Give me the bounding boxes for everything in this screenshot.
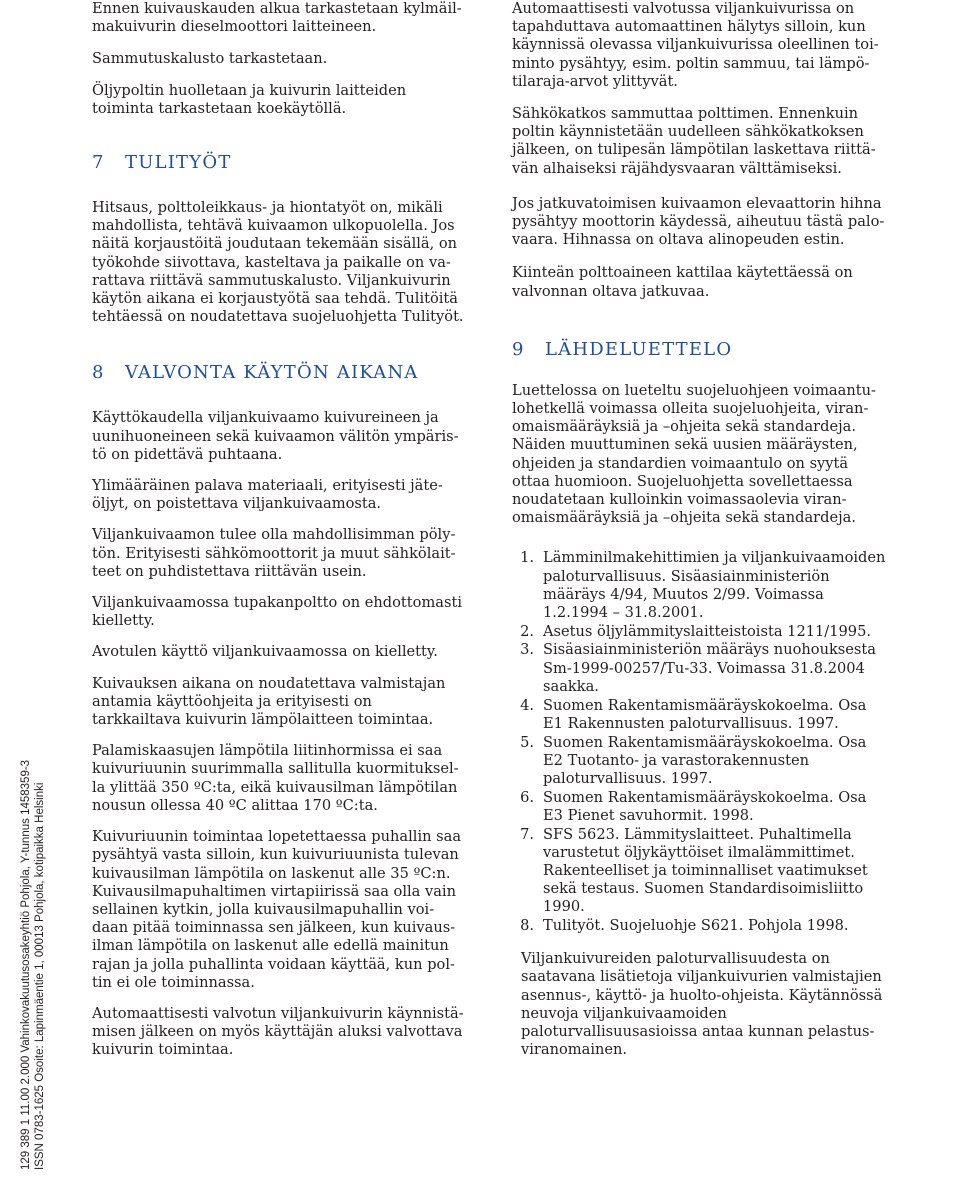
reference-item bbox=[512, 917, 888, 935]
reference-number: 7. bbox=[520, 825, 534, 843]
reference-text: Lämminilmakehittimien ja viljankuivaamoiden paloturvallisuus. Sisäasiainministeriön määräys 4/94, Muutos 2/99. Voimassa 1.2.1994 – 31.8.2001. bbox=[543, 549, 886, 622]
section-number: 7 bbox=[92, 152, 105, 174]
section-title: TULITYÖT bbox=[125, 152, 232, 174]
left-column bbox=[92, 0, 464, 1073]
paragraph: Sähkökatkos sammuttaa polttimen. Ennenkuin poltin käynnistetään uudelleen sähkökatkoksen jälkeen, on tulipesän lämpötilan laskettava riittävän alhaiseksi räjähdysvaaran välttämiseksi. bbox=[512, 105, 876, 177]
reference-number: 4. bbox=[520, 696, 534, 714]
reference-number: 8. bbox=[520, 917, 534, 935]
section-number: 8 bbox=[92, 362, 105, 384]
reference-number: 2. bbox=[520, 622, 534, 640]
reference-item bbox=[512, 623, 888, 641]
section-title: VALVONTA KÄYTÖN AIKANA bbox=[125, 362, 419, 384]
paragraph: Käyttökaudella viljankuivaamo kuivureineen ja uunihuoneineen sekä kuivaamon välitön ympäristö on pidettävä puhtaana. bbox=[92, 409, 459, 463]
reference-item bbox=[512, 826, 888, 917]
side-imprint-line: ISSN 0783-1625 Osoite: Lapinmäentie 1, 00013 Pohjola, kotipaikka Helsinki bbox=[33, 782, 46, 1170]
section-8-heading bbox=[92, 362, 464, 383]
reference-item bbox=[512, 549, 888, 622]
paragraph: Kuivauksen aikana on noudatettava valmistajan antamia käyttöohjeita ja erityisesti on tarkkailtava kuivurin lämpölaitteen toimintaa. bbox=[92, 674, 446, 729]
reference-text: Sisäasiainministeriön määräys nuohouksesta Sm-1999-00257/Tu-33. Voimassa 31.8.2004 saakka. bbox=[543, 641, 876, 695]
paragraph: Kuivuriuunin toimintaa lopetettaessa puhallin saa pysähtyä vasta silloin, kun kuivuriuunista tulevan kuivausilman lämpötila on laskenut alle 35 ºC:n. Kuivausilmapuhaltimen virtapiirissä saa olla vain sellainen kytkin, jolla kuivausilmapuhallin voidaan pitää toiminnassa sen jälkeen, kun kuivausilman lämpötila on laskenut alle edellä mainitun rajan ja jolla puhallinta voidaan käyttää, kun poltin ei ole toiminnassa. bbox=[92, 828, 462, 991]
reference-text: Tulityöt. Suojeluohje S621. Pohjola 1998. bbox=[543, 917, 849, 935]
section-9-heading bbox=[512, 339, 888, 360]
reference-text: Asetus öljylämmityslaitteistoista 1211/1995. bbox=[543, 622, 871, 640]
reference-number: 1. bbox=[520, 549, 534, 567]
reference-text: Suomen Rakentamismääräyskokoelma. Osa E1 Rakennusten paloturvallisuus. 1997. bbox=[543, 696, 867, 732]
paragraph: Kiinteän polttoaineen kattilaa käytettäessä on valvonnan oltava jatkuvaa. bbox=[512, 264, 853, 300]
paragraph: Automaattisesti valvotussa viljankuivurissa on tapahduttava automaattinen hälytys silloin, kun käynnissä olevassa viljankuivurissa oleellinen toiminto pysähtyy, esim. poltin sammuu, tai lämpötilaraja-arvot ylittyvät. bbox=[512, 0, 879, 90]
paragraph: Hitsaus, polttoleikkaus- ja hiontatyöt on, mikäli mahdollista, tehtävä kuivaamon ulkopuolella. Jos näitä korjaustöitä joudutaan tekemään sisällä, on työkohde siivottava, kasteltava ja paikalle on varattava riittävä sammutuskalusto. Viljankuivurin käytön aikana ei korjaustyötä saa tehdä. Tulitöitä tehtäessä on noudatettava suojeluohjetta Tulityöt. bbox=[92, 199, 464, 326]
paragraph: Viljankuivaamossa tupakanpoltto on ehdottomasti kielletty. bbox=[92, 594, 463, 630]
section-7-heading bbox=[92, 152, 464, 173]
paragraph: Jos jatkuvatoimisen kuivaamon elevaattorin hihna pysähtyy moottorin käydessä, aiheutuu tästä palovaara. Hihnassa on oltava alinopeuden estin. bbox=[512, 194, 885, 249]
side-imprint bbox=[20, 760, 47, 1170]
paragraph: Automaattisesti valvotun viljankuivurin käynnistämisen jälkeen on myös käyttäjän aluksi valvottava kuivurin toimintaa. bbox=[92, 1004, 464, 1059]
side-imprint-line: 129 389 1 11.00 2.000 Vahinkovakuutusosakeyhtiö Pohjola, Y-tunnus 1458359-3 bbox=[20, 759, 32, 1170]
paragraph: Luettelossa on lueteltu suojeluohjeen voimaantulohetkellä voimassa olleita suojeluohjeita, viranomaismääräyksiä ja –ohjeita sekä standardeja. Näiden muuttuminen sekä uusien määräysten, ohjeiden ja standardien voimaantulo on syytä ottaa huomioon. Suojeluohjetta sovellettaessa noudatetaan kulloinkin voimassaolevia viranomaismääräyksiä ja –ohjeita sekä standardeja. bbox=[512, 381, 876, 527]
reference-text: Suomen Rakentamismääräyskokoelma. Osa E2 Tuotanto- ja varastorakennusten paloturvallisuus. 1997. bbox=[543, 733, 867, 787]
right-column bbox=[512, 0, 888, 1072]
paragraph: Viljankuivaamon tulee olla mahdollisimman pölytön. Erityisesti sähkömoottorit ja muut sähkölaitteet on puhdistettava riittävän usein. bbox=[92, 526, 456, 580]
reference-number: 5. bbox=[520, 733, 534, 751]
reference-list bbox=[512, 549, 888, 935]
reference-item bbox=[512, 789, 888, 825]
reference-text: Suomen Rakentamismääräyskokoelma. Osa E3 Pienet savuhormit. 1998. bbox=[543, 788, 867, 824]
reference-number: 3. bbox=[520, 641, 534, 659]
reference-item bbox=[512, 734, 888, 789]
section-number: 9 bbox=[512, 338, 525, 360]
closing-block bbox=[512, 950, 888, 1059]
reference-text: SFS 5623. Lämmityslaitteet. Puhaltimella varustetut öljykäyttöiset ilmalämmittimet. Rakenteelliset ja toiminnalliset vaatimukset sekä testaus. Suomen Standardisoimisliitto 1990. bbox=[543, 825, 868, 916]
paragraph: Ennen kuivauskauden alkua tarkastetaan kylmäilmakuivurin dieselmoottori laitteineen. bbox=[92, 0, 462, 36]
paragraph: Avotulen käyttö viljankuivaamossa on kielletty. bbox=[92, 643, 438, 661]
reference-number: 6. bbox=[520, 788, 534, 806]
paragraph: Sammutuskalusto tarkastetaan. bbox=[92, 50, 328, 68]
paragraph: Palamiskaasujen lämpötila liitinhormissa ei saa kuivuriuunin suurimmalla sallitulla kuormituksella ylittää 350 ºC:ta, eikä kuivausilman lämpötilan nousun ollessa 40 ºC alittaa 170 ºC:ta. bbox=[92, 742, 459, 814]
section-title: LÄHDELUETTELO bbox=[545, 338, 733, 360]
reference-item bbox=[512, 641, 888, 696]
paragraph: Öljypoltin huolletaan ja kuivurin laitteiden toiminta tarkastetaan koekäytöllä. bbox=[92, 81, 407, 117]
paragraph: Ylimääräinen palava materiaali, erityisesti jäteöljyt, on poistettava viljankuivaamosta. bbox=[92, 477, 443, 513]
reference-item bbox=[512, 697, 888, 733]
paragraph: Viljankuivureiden paloturvallisuudesta on saatavana lisätietoja viljankuivurien valmistajien asennus-, käyttö- ja huolto-ohjeista. Käytännössä neuvoja viljankuivaamoiden paloturvallisuusasioissa antaa kunnan pelastusviranomainen. bbox=[521, 950, 883, 1059]
